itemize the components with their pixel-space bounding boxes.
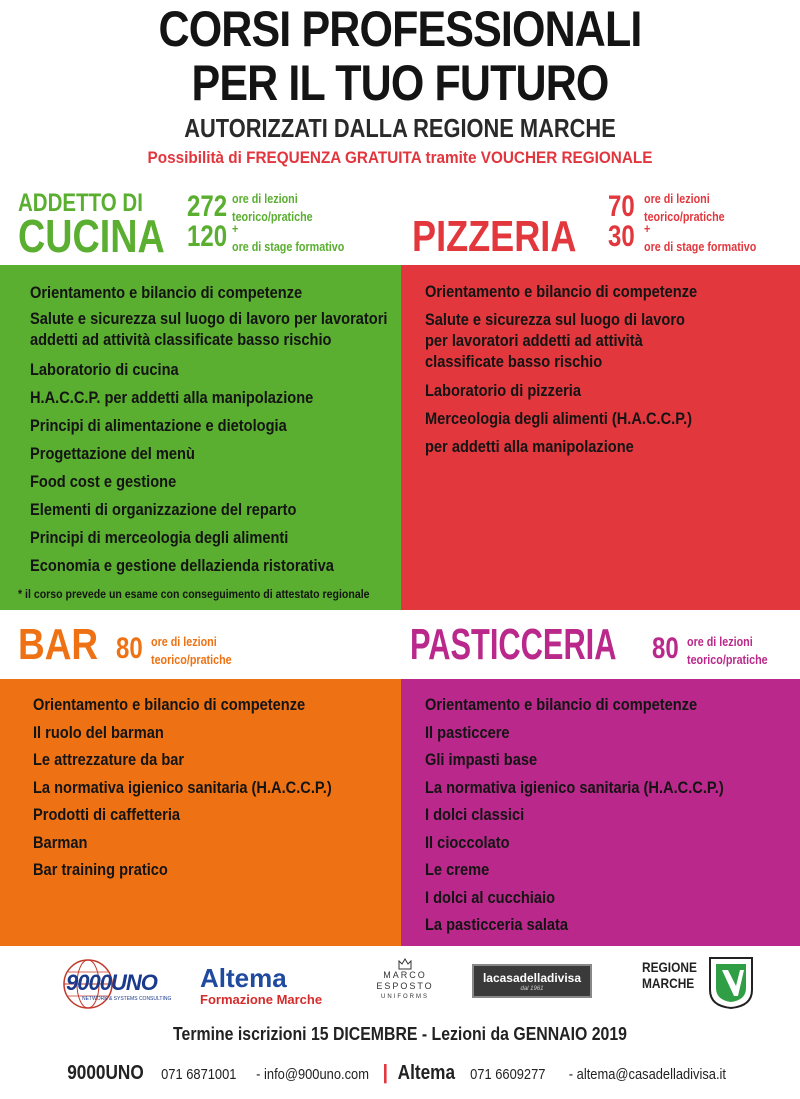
voucher-note: Possibilità di FREQUENZA GRATUITA tramite VOUCHER REGIONALE	[147, 148, 653, 167]
cucina-plus: +	[232, 222, 239, 236]
bar-hours-label-1: ore di lezioni	[151, 635, 217, 649]
list-item: Orientamento e bilancio di competenze	[30, 283, 303, 302]
list-item: Orientamento e bilancio di competenze	[425, 695, 698, 714]
cucina-hours-2-label-text: ore di stage formativo	[232, 240, 345, 254]
list-item: per addetti alla manipolazione	[425, 437, 634, 456]
title-line-2: PER IL TUO FUTURO	[191, 55, 609, 111]
contact-1-email[interactable]: - info@900uno.com	[256, 1066, 369, 1083]
title-line-1: CORSI PROFESSIONALI	[158, 1, 642, 57]
bar-hours-label	[151, 636, 245, 672]
cucina-header	[0, 190, 400, 262]
contact-2-email[interactable]: - altema@casadelladivisa.it	[568, 1066, 726, 1083]
nineuno-logo	[60, 956, 170, 1012]
crown-icon	[398, 958, 412, 970]
pizzeria-hours-1-label-1: ore di lezioni	[644, 192, 710, 206]
list-item: per lavoratori addetti ad attività	[425, 331, 643, 350]
enrollment-dates: Termine iscrizioni 15 DICEMBRE - Lezioni da GENNAIO 2019	[173, 1024, 627, 1044]
list-item: Salute e sicurezza sul luogo di lavoro	[425, 310, 685, 329]
bar-hours	[116, 632, 149, 665]
cucina-list	[30, 280, 446, 580]
pasticceria-panel	[401, 679, 800, 946]
pizzeria-hours-1-label-2: teorico/pratiche	[644, 210, 725, 224]
nineuno-wordmark: 9000UNO	[66, 970, 157, 995]
cucina-hours-2-value: 120	[187, 220, 228, 253]
cucina-name-line-1: ADDETTO DI	[18, 189, 143, 217]
regione-marche-logo	[640, 954, 760, 1014]
cucina-hours-1-value: 272	[187, 190, 228, 223]
list-item: Economia e gestione dellazienda ristorativa	[30, 556, 334, 575]
pasticceria-hours-label	[687, 636, 781, 672]
list-item: Elementi di organizzazione del reparto	[30, 500, 297, 519]
altema-subtitle: Formazione Marche	[200, 992, 323, 1007]
pizzeria-name: PIZZERIA	[412, 212, 577, 261]
list-item: classificate basso rischio	[425, 352, 603, 371]
list-item: Food cost e gestione	[30, 472, 177, 491]
casa-since: dal 1961	[520, 986, 544, 992]
list-item: La normativa igienico sanitaria (H.A.C.C.P.)	[33, 777, 332, 797]
bar-list	[33, 691, 380, 884]
list-item: Gli impasti base	[425, 750, 538, 769]
list-item: Le creme	[425, 860, 490, 879]
cucina-name-line-2: CUCINA	[18, 210, 165, 262]
list-item: Progettazione del menù	[30, 444, 195, 463]
pasticceria-hours-label-1: ore di lezioni	[687, 635, 753, 649]
subtitle: AUTORIZZATI DALLA REGIONE MARCHE	[184, 113, 616, 143]
cucina-hours-2-label	[232, 223, 363, 259]
pizzeria-hours-1-value: 70	[608, 190, 635, 223]
pizzeria-plus: +	[644, 222, 651, 236]
list-item: Il ruolo del barman	[33, 722, 164, 742]
pasticceria-list	[425, 691, 772, 939]
bar-hours-value: 80	[116, 632, 143, 665]
cucina-hours-2	[187, 220, 237, 253]
sponsor-logos	[0, 946, 800, 1018]
list-item: Barman	[33, 832, 88, 852]
pizzeria-hours-2	[608, 220, 641, 253]
regione-emblem-icon	[708, 956, 754, 1010]
contact-separator: |	[382, 1062, 389, 1084]
marco-line-2: ESPOSTO	[376, 981, 434, 991]
pasticceria-name: PASTICCERIA	[410, 620, 617, 669]
pizzeria-hours-1	[608, 190, 641, 223]
cucina-panel	[0, 265, 401, 610]
contact-1-name: 9000UNO	[67, 1062, 145, 1084]
bar-name: BAR	[18, 620, 99, 669]
list-item: Salute e sicurezza sul luogo di lavoro per lavoratori	[30, 309, 388, 328]
altema-logo	[196, 964, 356, 1012]
list-item: Bar training pratico	[33, 860, 168, 879]
list-item: I dolci classici	[425, 805, 525, 824]
list-item: addetti ad attività classificate basso rischio	[30, 330, 332, 349]
marco-line-3: UNIFORMS	[381, 994, 429, 1000]
header	[0, 0, 800, 185]
regione-line-1: REGIONE	[642, 959, 697, 975]
marco-line-1: MARCO	[383, 970, 427, 980]
list-item: Il pasticcere	[425, 722, 510, 742]
pasticceria-header	[400, 620, 800, 678]
pasticceria-hours-value: 80	[652, 632, 679, 665]
list-item: La normativa igienico sanitaria (H.A.C.C.P.)	[425, 777, 724, 797]
pizzeria-list	[425, 279, 741, 461]
marco-esposto-logo	[368, 958, 442, 1014]
pasticceria-hours-label-2: teorico/pratiche	[687, 653, 768, 667]
casa-della-divisa-logo	[472, 964, 592, 998]
pasticceria-hours	[652, 632, 685, 665]
pizzeria-hours-2-label	[644, 223, 775, 259]
regione-line-2: MARCHE	[642, 975, 695, 991]
pizzeria-panel	[401, 265, 800, 610]
list-item: Laboratorio di cucina	[30, 360, 179, 379]
bar-hours-label-2: teorico/pratiche	[151, 653, 232, 667]
list-item: Prodotti di caffetteria	[33, 805, 181, 824]
list-item: Laboratorio di pizzeria	[425, 381, 581, 400]
nineuno-tagline: NETWORK & SYSTEMS CONSULTING	[82, 996, 172, 1002]
pizzeria-header	[400, 190, 800, 262]
contact-2-name: Altema	[397, 1062, 455, 1084]
casa-wordmark: lacasadelladivisa	[482, 971, 582, 985]
contact-1-phone: 071 6871001	[160, 1066, 237, 1083]
list-item: Principi di alimentazione e dietologia	[30, 416, 287, 435]
list-item: Merceologia degli alimenti (H.A.C.C.P.)	[425, 409, 693, 428]
list-item: Orientamento e bilancio di competenze	[33, 695, 306, 714]
contact-line	[0, 1062, 800, 1085]
pizzeria-hours-2-value: 30	[608, 220, 635, 253]
cucina-hours-1-label-2: teorico/pratiche	[232, 210, 313, 224]
contact-2-phone: 071 6609277	[469, 1066, 546, 1083]
cucina-hours-1-label-1: ore di lezioni	[232, 192, 298, 206]
list-item: Orientamento e bilancio di competenze	[425, 282, 698, 301]
list-item: Principi di merceologia degli alimenti	[30, 528, 289, 547]
list-item: I dolci al cucchiaio	[425, 887, 556, 907]
list-item: Le attrezzature da bar	[33, 750, 185, 769]
list-item: H.A.C.C.P. per addetti alla manipolazione	[30, 388, 314, 407]
cucina-hours-1	[187, 190, 237, 223]
list-item: Il cioccolato	[425, 832, 510, 852]
bar-header	[0, 620, 400, 678]
pizzeria-hours-2-label-text: ore di stage formativo	[644, 240, 757, 254]
cucina-exam-note: * il corso prevede un esame con conseguimento di attestato regionale	[18, 587, 370, 601]
bar-panel	[0, 679, 401, 946]
list-item: La pasticceria salata	[425, 915, 569, 934]
altema-wordmark: Altema	[200, 963, 287, 993]
